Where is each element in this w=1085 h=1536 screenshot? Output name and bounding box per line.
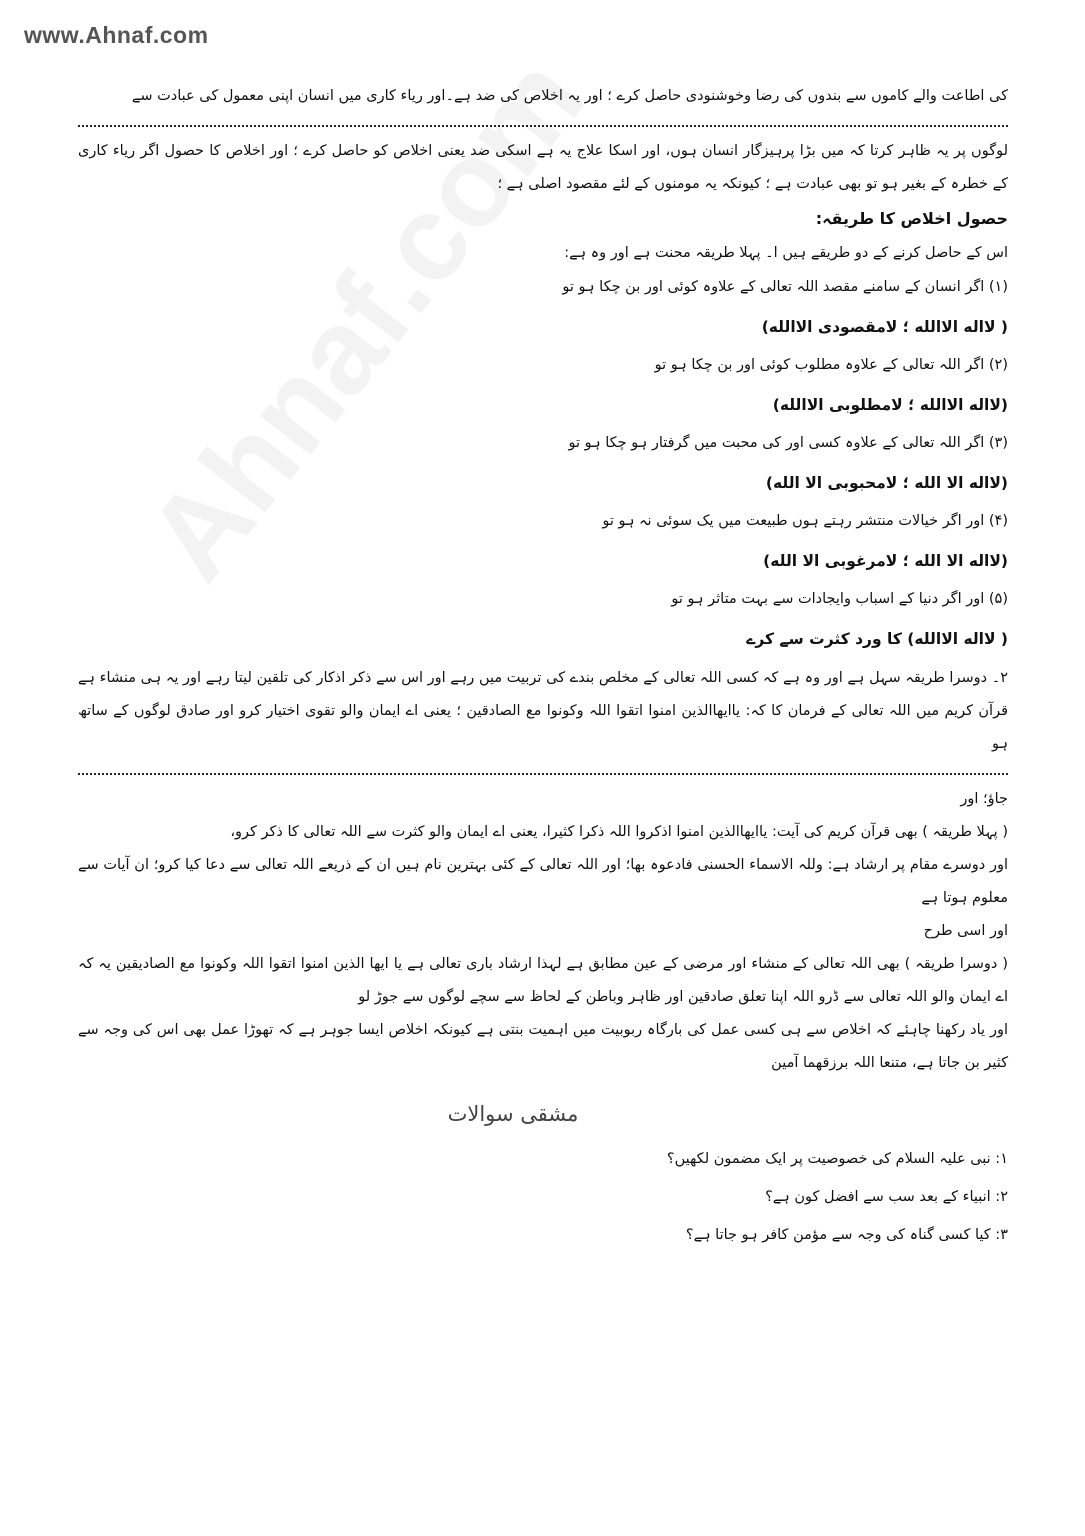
paragraph: اور اسی طرح bbox=[923, 923, 1008, 939]
step-text: (۴) اور اگر خیالات منتشر رہتے ہوں طبیعت میں یک سوئی نہ ہو تو bbox=[602, 513, 1008, 529]
step-kalima: ( لااله الاالله ؛ لامقصودى الاالله) bbox=[761, 318, 1008, 336]
step-kalima: (لااله الا الله ؛ لامرغوبى الا الله) bbox=[763, 552, 1008, 570]
exercise-question: ۲: انبیاء کے بعد سب سے افضل کون ہے؟ bbox=[765, 1189, 1008, 1205]
step-text: (۳) اگر اللہ تعالی کے علاوہ کسی اور کی محبت میں گرفتار ہو چکا ہو تو bbox=[568, 435, 1008, 451]
step-kalima: (لااله الاالله ؛ لامطلوبى الاالله) bbox=[772, 396, 1008, 414]
dotted-divider bbox=[78, 771, 1008, 775]
exercise-title: مشقی سوالات bbox=[447, 1102, 579, 1126]
paragraph: ۲۔ دوسرا طریقہ سہل ہے اور وہ ہے کہ کسی اللہ تعالی کے مخلص بندے کی تربیت میں رہے اور اس سے ذکر اذکار کی تلقین لیتا رہے اور یہ ہی منشاء ہے قرآن کریم میں اللہ تعالی کے فرمان کا کہ: یاایھاالذین امنوا اتقوا اللہ وکونوا مع الصادقین ؛ یعنی اے ایمان والو تقوی اختیار کرو اور صادق لوگوں کے ساتھ ہو bbox=[78, 670, 1008, 752]
step-text: (۵) اور اگر دنیا کے اسباب وایجادات سے بہت متاثر ہو تو bbox=[671, 591, 1008, 607]
exercise-question: ۳: کیا کسی گناہ کی وجہ سے مؤمن کافر ہو جاتا ہے؟ bbox=[685, 1227, 1008, 1243]
paragraph: کی اطاعت والے کاموں سے بندوں کی رضا وخوشنودی حاصل کرے ؛ اور یہ اخلاص کی ضد ہے۔اور ریاء کاری میں انسان اپنی معمول کی عبادت سے bbox=[131, 88, 1008, 104]
section-heading: حصول اخلاص کا طریقہ: bbox=[815, 209, 1008, 228]
paragraph: اور یاد رکھنا چاہئے کہ اخلاص سے ہی کسی عمل کی بارگاہ ربوبیت میں اہمیت بنتی ہے کیونکہ اخلاص ایسا جوہر ہے کہ تھوڑا عمل بھی اس کی وجہ سے کثیر بن جاتا ہے، متنعا اللہ برزقھما آمین bbox=[78, 1022, 1008, 1071]
paragraph: اس کے حاصل کرنے کے دو طریقے ہیں ا۔ پہلا طریقہ محنت ہے اور وہ ہے: bbox=[564, 245, 1008, 261]
exercise-question: ۱: نبی علیہ السلام کی خصوصیت پر ایک مضمون لکھیں؟ bbox=[666, 1151, 1008, 1167]
paragraph: جاؤ؛ اور bbox=[960, 791, 1008, 807]
step-kalima: ( لااله الاالله) کا ورد کثرت سے کرے bbox=[746, 630, 1008, 648]
step-text: (۲) اگر اللہ تعالی کے علاوہ مطلوب کوئی اور بن چکا ہو تو bbox=[654, 357, 1008, 373]
paragraph: ( پہلا طریقہ ) بھی قرآن کریم کی آیت: یاایھاالذین امنوا اذکروا اللہ ذکرا کثیرا، یعنی اے ایمان والو کثرت سے اللہ تعالی کا ذکر کرو، bbox=[230, 824, 1008, 840]
paragraph: ( دوسرا طریقہ ) بھی اللہ تعالی کے منشاء اور مرضی کے عین مطابق ہے لہذا ارشاد باری تعالی ہے یا ایھا الذین امنوا اتقوا اللہ وکونوا مع الصادیقین یہ کہ اے ایمان والو اللہ تعالی سے ڈرو اللہ اپنا تعلق صادقین اور ظاہر وباطن کے لحاظ سے سچے لوگوں سے جوڑ لو bbox=[78, 956, 1008, 1005]
paragraph: لوگوں پر یہ ظاہر کرتا کہ میں بڑا پرہیزگار انسان ہوں، اور اسکا علاج یہ ہے اسکی ضد یعنی اخلاص کو حاصل کرے ؛ اور اخلاص کا حصول اگر ریاء کاری کے خطرہ کے بغیر ہو تو بھی عبادت ہے ؛ کیونکہ یہ مومنوں کے لئے مقصود اصلی ہے ؛ bbox=[78, 143, 1008, 192]
document-body bbox=[78, 80, 1008, 1254]
dotted-divider bbox=[78, 123, 1008, 127]
paragraph: اور دوسرے مقام پر ارشاد ہے: وللہ الاسماء الحسنی فادعوہ بھا؛ اور اللہ تعالی کے کئی بہترین نام ہیں ان کے ذریعے اللہ تعالی سے دعا کیا کرو؛ ان آیات سے معلوم ہوتا ہے bbox=[78, 857, 1008, 906]
step-kalima: (لااله الا الله ؛ لامحبوبى الا الله) bbox=[765, 474, 1008, 492]
site-label: www.Ahnaf.com bbox=[24, 22, 209, 48]
step-text: (۱) اگر انسان کے سامنے مقصد اللہ تعالی کے علاوہ کوئی اور بن چکا ہو تو bbox=[562, 279, 1008, 295]
